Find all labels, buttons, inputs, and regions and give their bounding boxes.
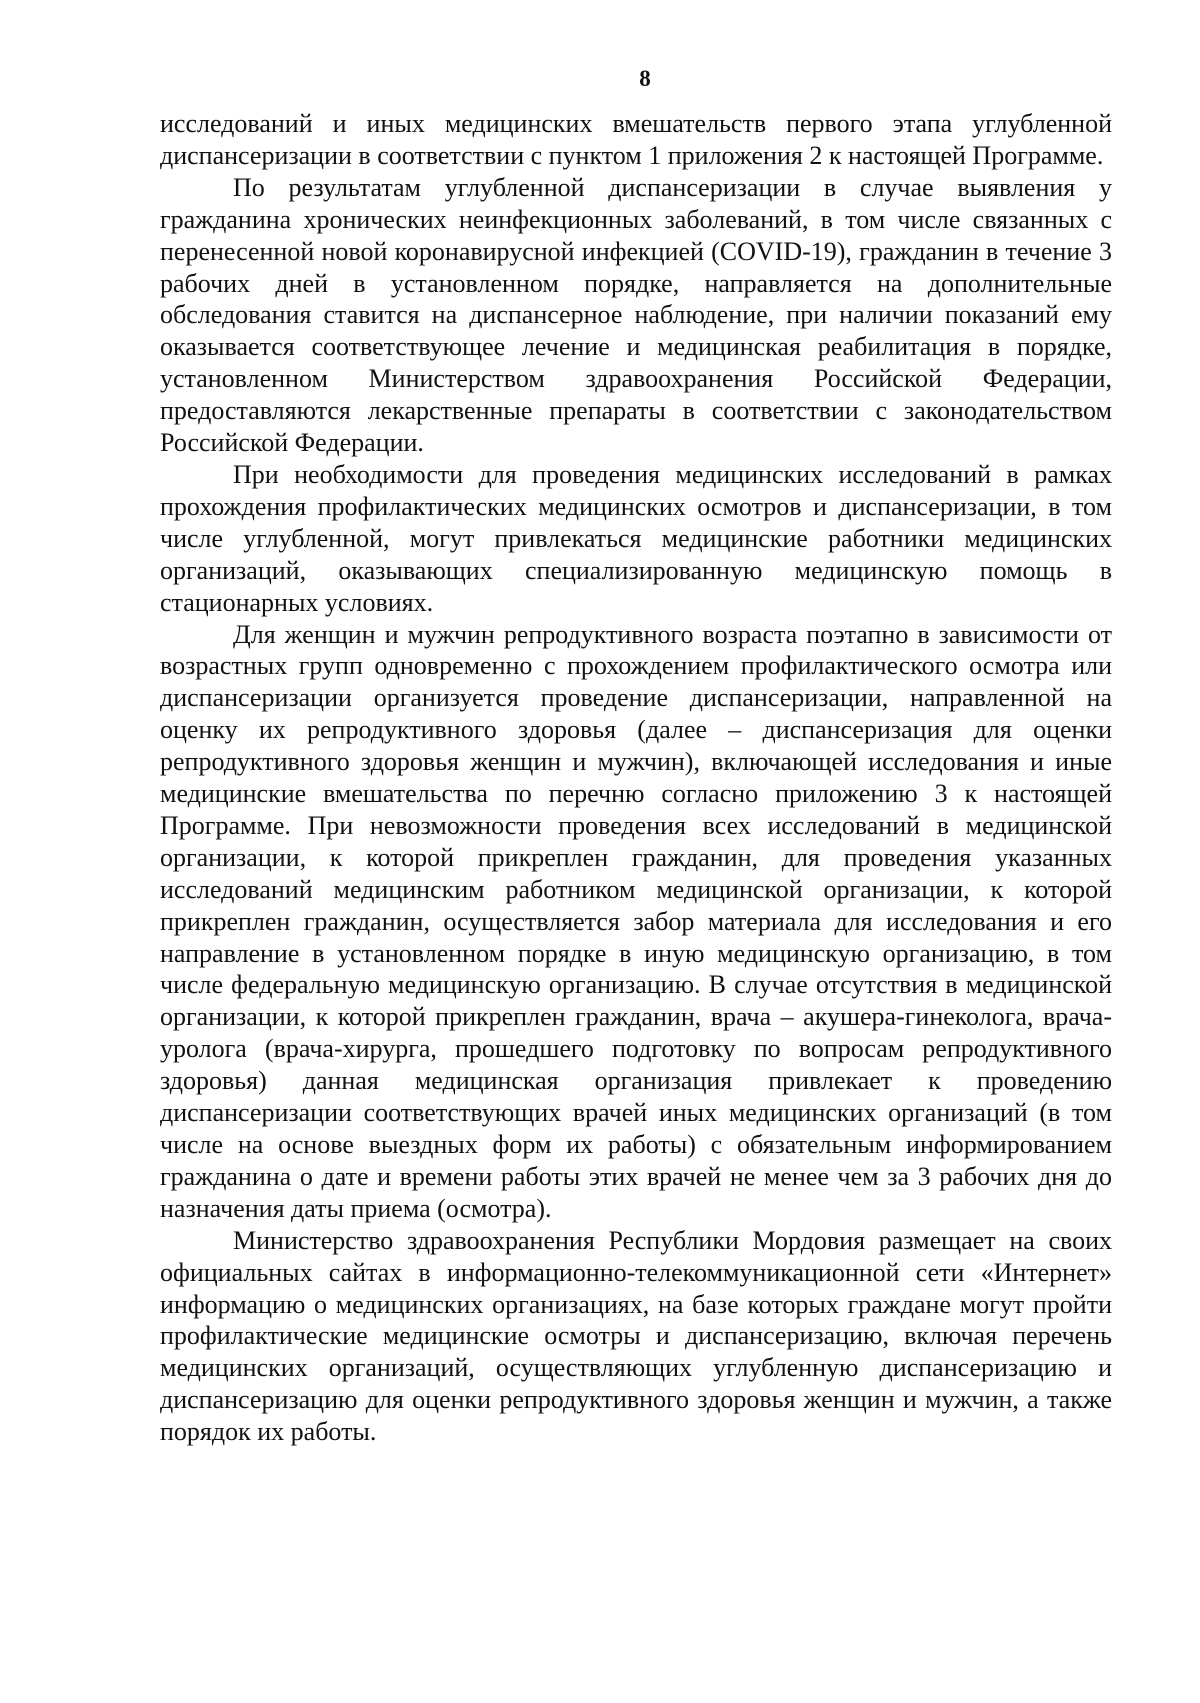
paragraph-2: По результатам углубленной диспансеризации в случае выявления у гражданина хронических неинфекционных заболеваний, в том числе связанных с перенесенной новой коронавирусной инфекцией (COVID-19), гражданин в течение 3 рабочих дней в установленном порядке, направляется на дополнительные обследования ставится на диспансерное наблюдение, при наличии показаний ему оказывается соответствующее лечение и медицинская реабилитация в порядке, установленном Министерством здравоохранения Российской Федерации, предоставляются лекарственные препараты в соответствии с законодательством Российской Федерации. — [160, 172, 1112, 458]
paragraph-4: Для женщин и мужчин репродуктивного возраста поэтапно в зависимости от возрастных групп одновременно с прохождением профилактического осмотра или диспансеризации организуется проведение диспансеризации, направленной на оценку их репродуктивного здоровья (далее – диспансеризация для оценки репродуктивного здоровья женщин и мужчин), включающей исследования и иные медицинские вмешательства по перечню согласно приложению 3 к настоящей Программе. При невозможности проведения всех исследований в медицинской организации, к которой прикреплен гражданин, для проведения указанных исследований медицинским работником медицинской организации, к которой прикреплен гражданин, осуществляется забор материала для исследования и его направление в установленном порядке в иную медицинскую организацию, в том числе федеральную медицинскую организацию. В случае отсутствия в медицинской организации, к которой прикреплен гражданин, врача – акушера-гинеколога, врача-уролога (врача-хирурга, прошедшего подготовку по вопросам репродуктивного здоровья) данная медицинская организация привлекает к проведению диспансеризации соответствующих врачей иных медицинских организаций (в том числе на основе выездных форм их работы) с обязательным информированием гражданина о дате и времени работы этих врачей не менее чем за 3 рабочих дня до назначения даты приема (осмотра). — [160, 619, 1112, 1223]
paragraph-5: Министерство здравоохранения Республики Мордовия размещает на своих официальных сайтах в информационно-телекоммуникационной сети «Интернет» информацию о медицинских организациях, на базе которых граждане могут пройти профилактические медицинские осмотры и диспансеризацию, включая перечень медицинских организаций, осуществляющих углубленную диспансеризацию и диспансеризацию для оценки репродуктивного здоровья женщин и мужчин, а также порядок их работы. — [160, 1225, 1112, 1447]
paragraph-3: При необходимости для проведения медицинских исследований в рамках прохождения профилактических медицинских осмотров и диспансеризации, в том числе углубленной, могут привлекаться медицинские работники медицинских организаций, оказывающих специализированную медицинскую помощь в стационарных условиях. — [160, 459, 1112, 617]
paragraph-1: исследований и иных медицинских вмешательств первого этапа углубленной диспансеризации в соответствии с пунктом 1 приложения 2 к настоящей Программе. — [160, 109, 1112, 170]
page-number: 8 — [639, 66, 651, 91]
document-body — [160, 108, 1112, 1448]
